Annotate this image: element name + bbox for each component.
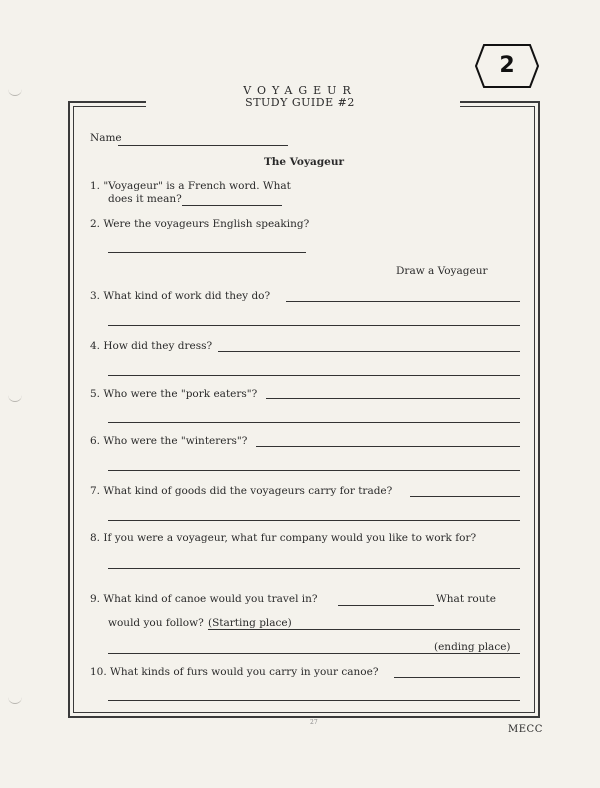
answer-2-field[interactable] bbox=[108, 252, 306, 253]
page-subtitle: STUDY GUIDE #2 bbox=[245, 96, 355, 109]
binder-hole-mark bbox=[8, 694, 22, 704]
ending-place-label: (ending place) bbox=[434, 641, 511, 653]
answer-6-field-line2[interactable] bbox=[108, 470, 520, 471]
answer-9-end-field[interactable] bbox=[108, 653, 520, 654]
name-label: Name bbox=[90, 132, 122, 144]
question-9-cont: would you follow? bbox=[108, 617, 204, 629]
question-10: 10. What kinds of furs would you carry in your canoe? bbox=[90, 666, 379, 678]
section-title: The Voyageur bbox=[263, 156, 345, 168]
question-5: 5. Who were the "pork eaters"? bbox=[90, 388, 258, 400]
answer-7-field-line2[interactable] bbox=[108, 520, 520, 521]
answer-10-field[interactable] bbox=[394, 677, 520, 678]
page-title: VOYAGEUR bbox=[243, 84, 357, 97]
page-number: 27 bbox=[310, 719, 318, 726]
publisher-label: MECC bbox=[508, 724, 543, 735]
question-1-cont: does it mean? bbox=[108, 193, 182, 205]
question-1: 1. "Voyageur" is a French word. What bbox=[90, 180, 291, 192]
frame-top-left bbox=[68, 101, 146, 103]
frame-top-right bbox=[460, 101, 540, 103]
question-7: 7. What kind of goods did the voyageurs carry for trade? bbox=[90, 485, 393, 497]
question-2: 2. Were the voyageurs English speaking? bbox=[90, 218, 310, 230]
name-field[interactable] bbox=[118, 145, 288, 146]
answer-3-field-line2[interactable] bbox=[108, 325, 520, 326]
answer-10-field-line2[interactable] bbox=[108, 700, 520, 701]
question-8: 8. If you were a voyageur, what fur company would you like to work for? bbox=[90, 532, 477, 544]
answer-6-field[interactable] bbox=[256, 446, 520, 447]
answer-5-field-line2[interactable] bbox=[108, 422, 520, 423]
guide-number: 2 bbox=[499, 53, 515, 78]
answer-9-start-field[interactable] bbox=[208, 629, 520, 630]
frame-top-right-inner bbox=[460, 106, 535, 107]
answer-4-field-line2[interactable] bbox=[108, 375, 520, 376]
binder-hole-mark bbox=[8, 392, 22, 402]
answer-7-field[interactable] bbox=[410, 496, 520, 497]
starting-place-label: (Starting place) bbox=[208, 617, 292, 629]
question-3: 3. What kind of work did they do? bbox=[90, 290, 271, 302]
answer-5-field[interactable] bbox=[266, 398, 520, 399]
question-4: 4. How did they dress? bbox=[90, 340, 213, 352]
frame-top-left-inner bbox=[73, 106, 146, 107]
question-6: 6. Who were the "winterers"? bbox=[90, 435, 248, 447]
answer-8-field[interactable] bbox=[108, 568, 520, 569]
answer-4-field[interactable] bbox=[218, 351, 520, 352]
draw-label: Draw a Voyageur bbox=[396, 265, 488, 277]
question-9-route: What route bbox=[436, 593, 496, 605]
answer-1-field[interactable] bbox=[182, 205, 282, 206]
answer-9-canoe-field[interactable] bbox=[338, 605, 434, 606]
question-9: 9. What kind of canoe would you travel in? bbox=[90, 593, 318, 605]
answer-3-field[interactable] bbox=[286, 301, 520, 302]
